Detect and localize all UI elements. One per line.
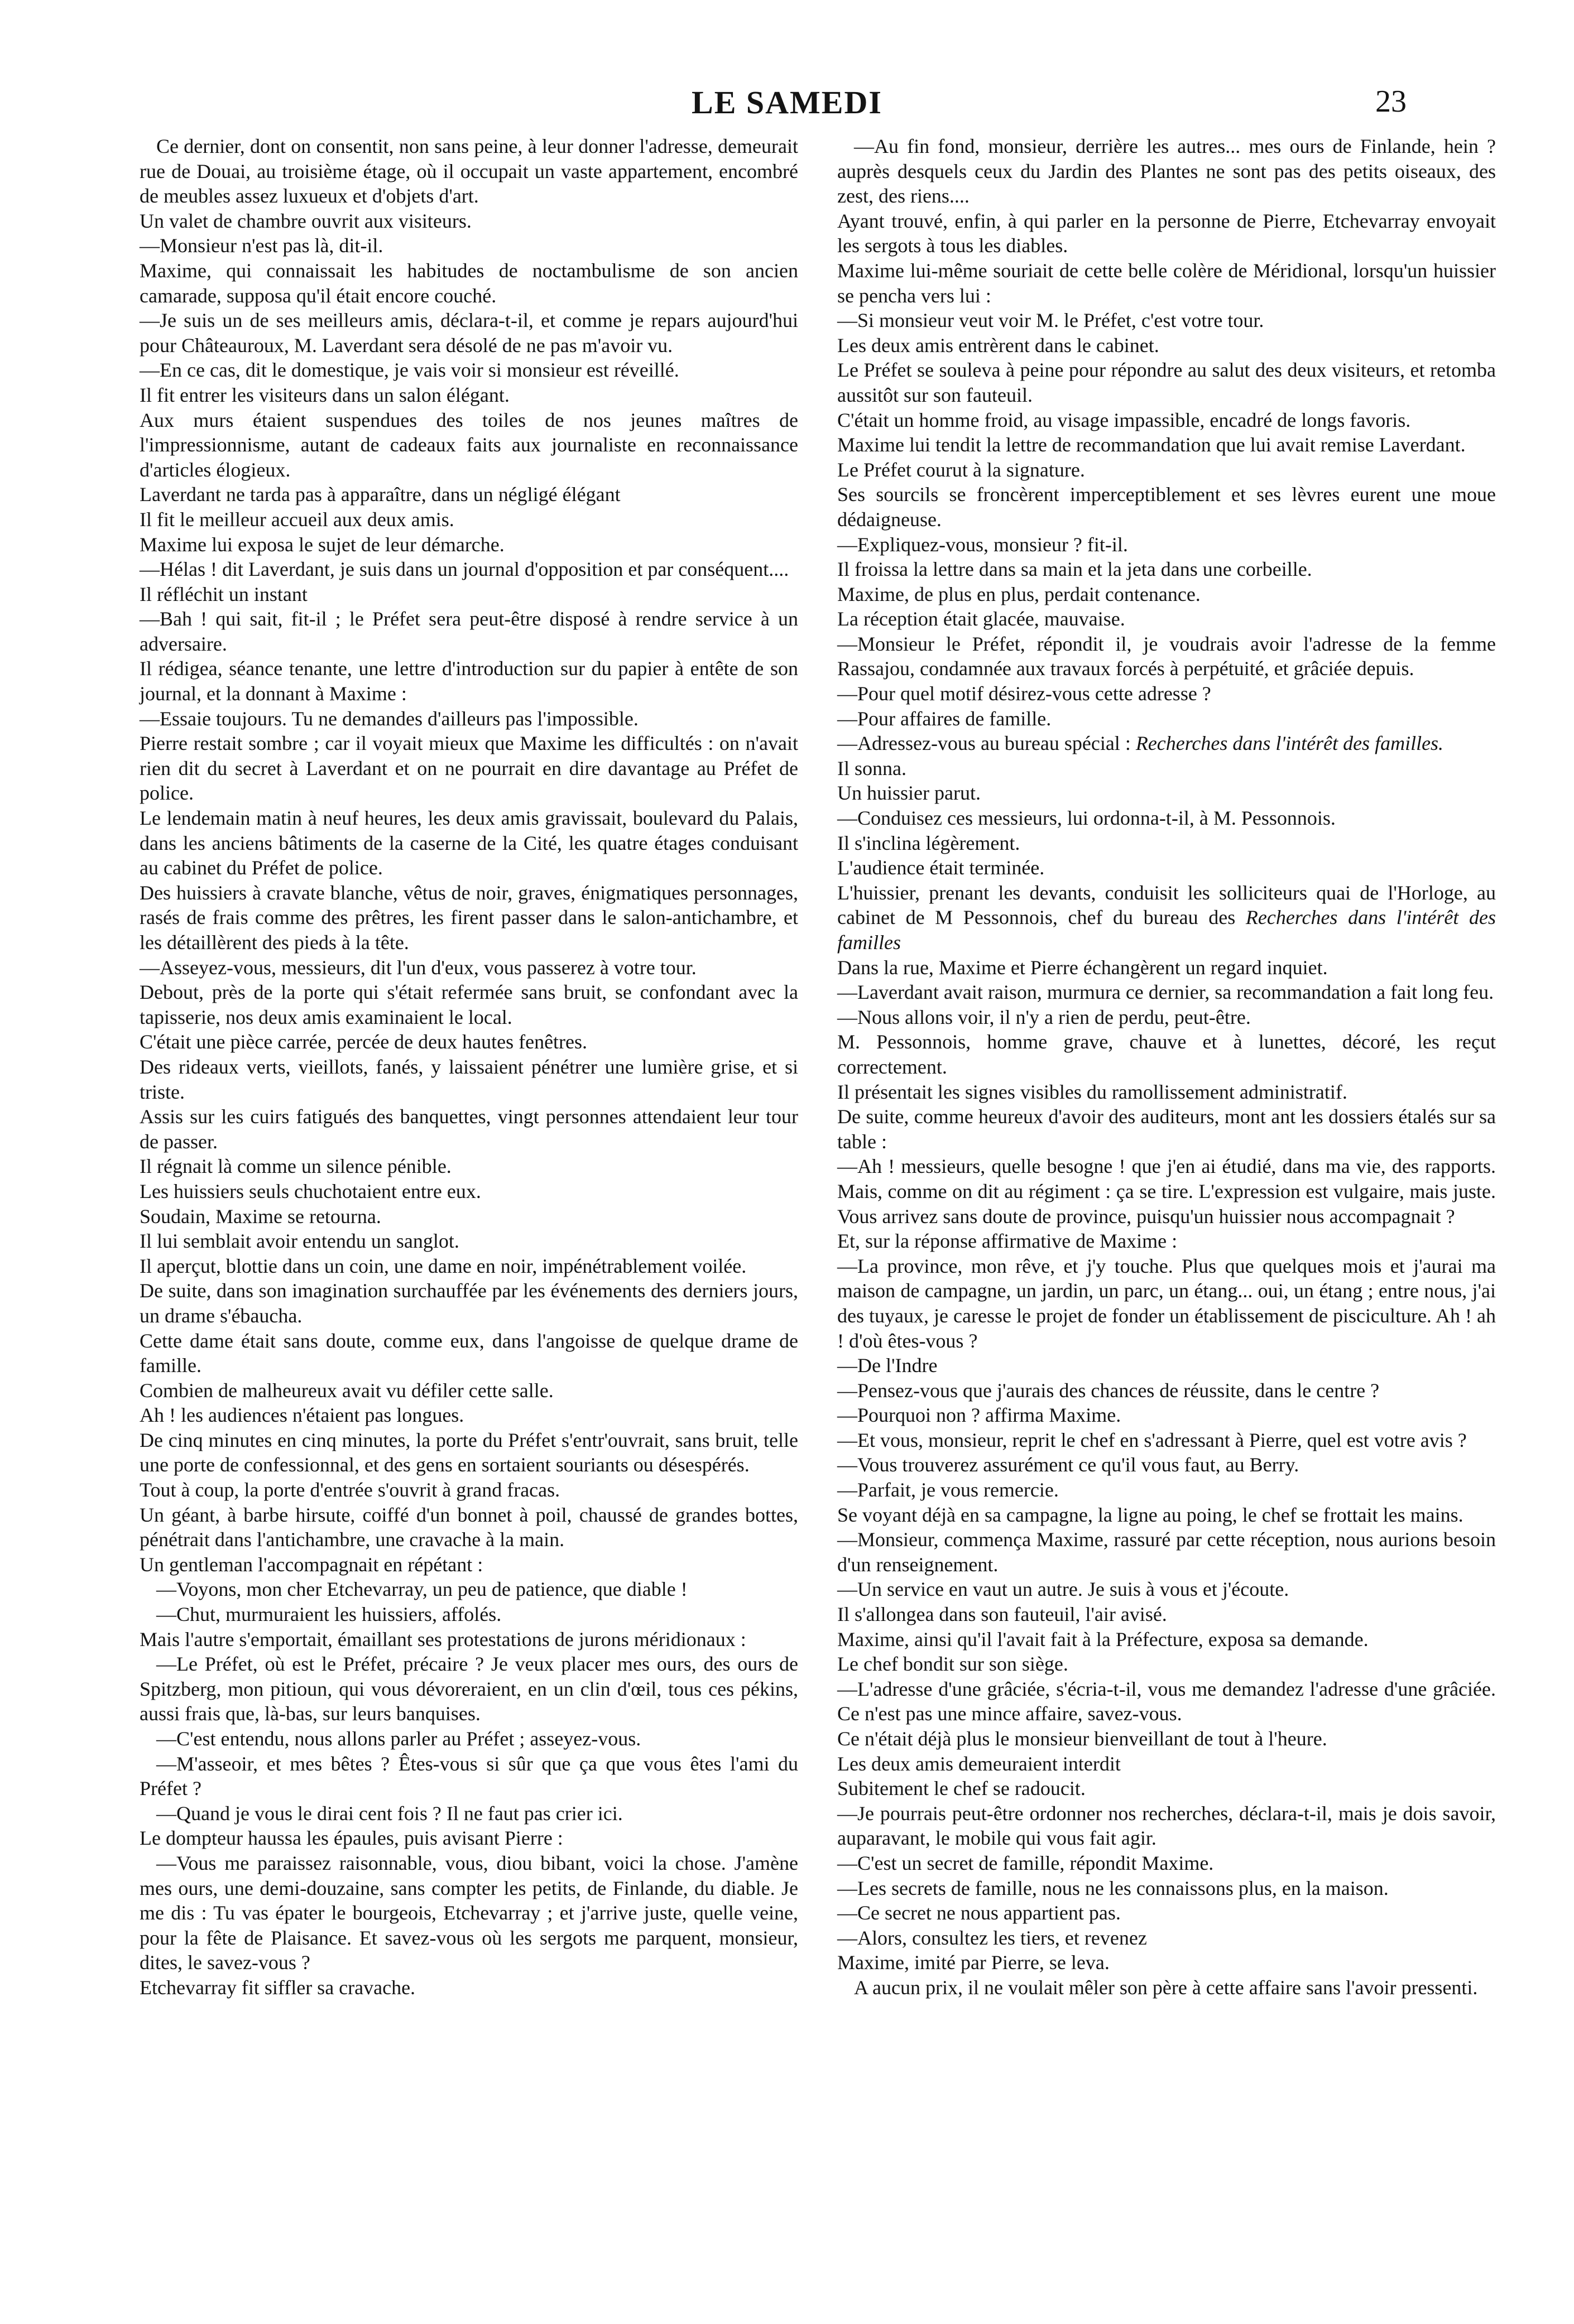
paragraph-text: C'était une pièce carrée, percée de deux hautes fenêtres. — [140, 1031, 588, 1053]
paragraph — [837, 1527, 1496, 1577]
paragraph — [837, 1801, 1496, 1851]
paragraph — [837, 806, 1496, 831]
paragraph — [140, 258, 798, 308]
paragraph — [837, 855, 1496, 880]
paragraph — [140, 408, 798, 483]
paragraph — [837, 1353, 1496, 1378]
paragraph-text: —Nous allons voir, il n'y a rien de perdu, peut-être. — [837, 1005, 1251, 1028]
paragraph — [140, 1975, 798, 2000]
paragraph — [837, 955, 1496, 980]
paragraph-text: Etchevarray fit siffler sa cravache. — [140, 1976, 416, 1999]
paragraph — [140, 1403, 798, 1428]
paragraph — [837, 1029, 1496, 1079]
paragraph — [837, 1752, 1496, 1777]
paragraph-text: Le chef bondit sur son siège. — [837, 1653, 1068, 1676]
paragraph — [140, 607, 798, 656]
paragraph — [140, 1726, 798, 1752]
paragraph-text: Maxime lui-même souriait de cette belle colère de Méridional, lorsqu'un huissier se pencha vers lui : — [837, 259, 1496, 307]
paragraph-text: Il s'inclina légèrement. — [837, 831, 1020, 854]
paragraph-text: Et, sur la réponse affirmative de Maxime : — [837, 1230, 1178, 1253]
paragraph-text: Le dompteur haussa les épaules, puis avisant Pierre : — [140, 1827, 563, 1850]
paragraph — [140, 955, 798, 980]
paragraph — [837, 1950, 1496, 1975]
paragraph-text: —La province, mon rêve, et j'y touche. Plus que quelques mois et j'aurai ma maison de campagne, un jardin, un parc, un étang... oui, un étang ; entre nous, j'ai des tuyaux, je caresse le projet de fonder un établissement de pisciculture. Ah ! ah ! d'où êtes-vous ? — [837, 1254, 1496, 1352]
paragraph — [140, 706, 798, 732]
paragraph — [837, 681, 1496, 706]
paragraph — [837, 706, 1496, 732]
paragraph — [140, 1552, 798, 1577]
paragraph — [837, 1378, 1496, 1403]
paragraph-text: —Bah ! qui sait, fit-il ; le Préfet sera peut-être disposé à rendre service à un adversaire. — [140, 608, 798, 655]
italic-text: Recherches dans l'intérêt des familles. — [1135, 732, 1444, 755]
paragraph — [140, 1104, 798, 1154]
paragraph-text: —Vous trouverez assurément ce qu'il vous faut, au Berry. — [837, 1454, 1299, 1476]
paragraph-text: —Et vous, monsieur, reprit le chef en s'adressant à Pierre, quel est votre avis ? — [837, 1428, 1467, 1451]
paragraph-text: Soudain, Maxime se retourna. — [140, 1205, 381, 1228]
paragraph — [837, 532, 1496, 557]
paragraph-text: C'était un homme froid, au visage impassible, encadré de longs favoris. — [837, 408, 1411, 431]
paragraph — [837, 880, 1496, 955]
paragraph-text: M. Pessonnois, homme grave, chauve et à lunettes, décoré, les reçut correctement. — [837, 1031, 1496, 1078]
paragraph — [837, 209, 1496, 258]
paragraph-text: —Je suis un de ses meilleurs amis, déclara-t-il, et comme je repars aujourd'hui pour Châteauroux, M. Laverdant sera désolé de ne pas m'avoir vu. — [140, 309, 798, 357]
paragraph-text: —Chut, murmuraient les huissiers, affolés. — [156, 1603, 502, 1626]
paragraph-text: —Alors, consultez les tiers, et revenez — [837, 1926, 1147, 1949]
paragraph-text: Les deux amis entrèrent dans le cabinet. — [837, 334, 1159, 357]
paragraph — [140, 1478, 798, 1503]
paragraph — [140, 980, 798, 1029]
paragraph — [837, 1104, 1496, 1154]
paragraph-text: —Le Préfet, où est le Préfet, précaire ? Je veux placer mes ours, des ours de Spitzberg, mon pitioun, qui vous dévoreraient, en un clin d'œil, tous ces pékins, aussi frais que, là-bas, sur leurs banquises. — [140, 1653, 798, 1725]
paragraph — [837, 1478, 1496, 1503]
paragraph-text: —L'adresse d'une grâciée, s'écria-t-il, vous me demandez l'adresse d'une grâciée. Ce n'est pas une mince affaire, savez-vous. — [837, 1677, 1496, 1725]
paragraph — [140, 482, 798, 507]
paragraph — [140, 1801, 798, 1826]
paragraph-text: —C'est entendu, nous allons parler au Préfet ; asseyez-vous. — [156, 1728, 641, 1750]
paragraph-text: Subitement le chef se radoucit. — [837, 1777, 1086, 1800]
paragraph-text: Cette dame était sans doute, comme eux, dans l'angoisse de quelque drame de famille. — [140, 1329, 798, 1377]
paragraph-text: —Au fin fond, monsieur, derrière les autres... mes ours de Finlande, hein ? auprès desquels ceux du Jardin des Plantes ne sont pas des petits oiseaux, des zest, des riens.... — [837, 135, 1496, 208]
paragraph — [140, 1204, 798, 1229]
paragraph-text: —Si monsieur veut voir M. le Préfet, c'est votre tour. — [837, 309, 1264, 332]
paragraph-text: Assis sur les cuirs fatigués des banquettes, vingt personnes attendaient leur tour de passer. — [140, 1105, 798, 1153]
paragraph-text: Il rédigea, séance tenante, une lettre d'introduction sur du papier à entête de son journal, et la donnant à Maxime : — [140, 657, 798, 705]
paragraph-text: Le Préfet se souleva à peine pour répondre au salut des deux visiteurs, et retomba aussitôt sur son fauteuil. — [837, 359, 1496, 406]
paragraph — [140, 1503, 798, 1552]
paragraph — [837, 1154, 1496, 1229]
paragraph-text: Il fit le meilleur accueil aux deux amis. — [140, 508, 454, 531]
paragraph — [837, 458, 1496, 483]
paragraph — [837, 607, 1496, 632]
paragraph-text: Il lui semblait avoir entendu un sanglot. — [140, 1230, 459, 1253]
paragraph-text: Il froissa la lettre dans sa main et la jeta dans une corbeille. — [837, 558, 1312, 581]
paragraph — [837, 408, 1496, 433]
paragraph — [837, 432, 1496, 458]
paragraph — [837, 1900, 1496, 1926]
paragraph — [837, 1926, 1496, 1951]
paragraph-text: —Ah ! messieurs, quelle besogne ! que j'en ai étudié, dans ma vie, des rapports. Mais, comme on dit au régiment : ça se tire. L'expression est vulgaire, mais juste. Vous arrivez sans doute de province, puisqu'un huissier nous accompagnait ? — [837, 1155, 1496, 1228]
paragraph — [837, 358, 1496, 407]
paragraph-text: Maxime lui tendit la lettre de recommandation que lui avait remise Laverdant. — [837, 434, 1466, 456]
paragraph — [837, 1080, 1496, 1105]
paragraph — [140, 308, 798, 358]
paragraph — [837, 482, 1496, 532]
paragraph-text: —De l'Indre — [837, 1354, 938, 1377]
paragraph — [837, 1503, 1496, 1528]
paragraph-text: —Hélas ! dit Laverdant, je suis dans un journal d'opposition et par conséquent.... — [140, 558, 789, 581]
paragraph — [140, 1627, 798, 1652]
paragraph — [140, 233, 798, 258]
paragraph — [140, 209, 798, 234]
paragraph — [837, 582, 1496, 607]
paragraph-text: —Adressez-vous au bureau spécial : — [837, 732, 1131, 755]
paragraph-text: Il aperçut, blottie dans un coin, une dame en noir, impénétrablement voilée. — [140, 1254, 747, 1277]
paragraph — [140, 1329, 798, 1378]
paragraph-text: —Monsieur, commença Maxime, rassuré par cette réception, nous aurions besoin d'un renseignement. — [837, 1528, 1496, 1576]
paragraph — [140, 1254, 798, 1279]
paragraph-text: —Un service en vaut un autre. Je suis à vous et j'écoute. — [837, 1578, 1289, 1601]
paragraph — [837, 1975, 1496, 2000]
paragraph — [140, 656, 798, 706]
paragraph — [140, 1378, 798, 1403]
paragraph-text: Ses sourcils se froncèrent imperceptiblement et ses lèvres eurent une moue dédaigneuse. — [837, 483, 1496, 531]
paragraph-text: Les huissiers seuls chuchotaient entre eux. — [140, 1180, 481, 1202]
page-title: LE SAMEDI — [692, 84, 882, 121]
paragraph-text: Il s'allongea dans son fauteuil, l'air avisé. — [837, 1603, 1167, 1626]
paragraph-text: —En ce cas, dit le domestique, je vais voir si monsieur est réveillé. — [140, 359, 679, 382]
paragraph-text: —Pour affaires de famille. — [837, 707, 1052, 730]
paragraph-text: —Asseyez-vous, messieurs, dit l'un d'eux, vous passerez à votre tour. — [140, 956, 697, 979]
paragraph — [837, 1851, 1496, 1876]
paragraph — [837, 1577, 1496, 1602]
paragraph — [837, 557, 1496, 582]
paragraph-text: —Pourquoi non ? affirma Maxime. — [837, 1404, 1121, 1427]
paragraph-text: Se voyant déjà en sa campagne, la ligne au poing, le chef se frottait les mains. — [837, 1503, 1463, 1526]
paragraph-text: Le lendemain matin à neuf heures, les deux amis gravissait, boulevard du Palais, dans les anciens bâtiments de la caserne de la Cité, les quatre étages conduisant au cabinet du Préfet de police. — [140, 807, 798, 879]
paragraph — [140, 507, 798, 532]
paragraph-text: Mais l'autre s'emportait, émaillant ses protestations de jurons méridionaux : — [140, 1628, 746, 1651]
paragraph-text: Laverdant ne tarda pas à apparaître, dans un négligé élégant — [140, 483, 621, 506]
paragraph-text: Pierre restait sombre ; car il voyait mieux que Maxime les difficultés : on n'avait rien dit du secret à Laverdant et on ne pourrait en dire davantage au Préfet de police. — [140, 732, 798, 805]
paragraph-text: Des huissiers à cravate blanche, vêtus de noir, graves, énigmatiques personnages, rasés de frais comme des prêtres, les firent passer dans le salon-antichambre, et les détaillèrent des pieds à la tête. — [140, 881, 798, 954]
paragraph — [140, 1851, 798, 1975]
paragraph — [837, 731, 1496, 756]
paragraph — [140, 1826, 798, 1851]
paragraph-text: L'huissier, prenant les devants, conduisit les solliciteurs quai de l'Horloge, au cabinet de M Pessonnois, chef du bureau des — [837, 881, 1496, 929]
paragraph — [140, 1154, 798, 1179]
paragraph-text: —Monsieur n'est pas là, dit-il. — [140, 234, 383, 257]
paragraph-text: Il fit entrer les visiteurs dans un salon élégant. — [140, 383, 510, 406]
paragraph — [837, 1229, 1496, 1254]
paragraph — [140, 582, 798, 607]
paragraph-text: —Vous me paraissez raisonnable, vous, diou bibant, voici la chose. J'amène mes ours, une demi-douzaine, sans compter les petits, de Finlande, du diable. Je me dis : Tu vas épater le bourgeois, Etchevarray ; et j'arrive juste, quelle veine, pour la fête de Plaisance. Et savez-vous où les sergots me parquent, monsieur, dites, le savez-vous ? — [140, 1851, 798, 1974]
paragraph — [140, 806, 798, 880]
right-column — [837, 134, 1496, 2000]
paragraph — [140, 383, 798, 408]
paragraph-text: —Ce secret ne nous appartient pas. — [837, 1902, 1121, 1924]
paragraph — [140, 134, 798, 209]
paragraph — [140, 1029, 798, 1055]
page-number: 23 — [1375, 84, 1407, 119]
paragraph — [140, 1229, 798, 1254]
paragraph-text: Maxime, imité par Pierre, se leva. — [837, 1951, 1110, 1974]
paragraph — [140, 1652, 798, 1726]
paragraph-text: Un géant, à barbe hirsute, coiffé d'un bonnet à poil, chaussé de grandes bottes, pénétrait dans l'antichambre, une cravache à la main. — [140, 1503, 798, 1551]
paragraph — [837, 781, 1496, 806]
paragraph-text: Un huissier parut. — [837, 782, 981, 805]
paragraph — [837, 258, 1496, 308]
italic-text: Recherches dans l'intérêt des familles — [837, 906, 1496, 954]
paragraph — [837, 1602, 1496, 1627]
paragraph-text: Ce n'était déjà plus le monsieur bienveillant de tout à l'heure. — [837, 1728, 1327, 1750]
left-column — [140, 134, 798, 2000]
paragraph — [837, 1627, 1496, 1652]
paragraph-text: Maxime, de plus en plus, perdait contenance. — [837, 583, 1201, 605]
paragraph-text: Dans la rue, Maxime et Pierre échangèrent un regard inquiet. — [837, 956, 1328, 979]
paragraph-text: —Monsieur le Préfet, répondit il, je voudrais avoir l'adresse de la femme Rassajou, condamnée aux travaux forcés à perpétuité, et grâciée depuis. — [837, 632, 1496, 680]
paragraph — [837, 333, 1496, 358]
paragraph — [140, 1179, 798, 1204]
paragraph — [140, 731, 798, 806]
paragraph-text: Un valet de chambre ouvrit aux visiteurs. — [140, 209, 472, 232]
paragraph-text: Tout à coup, la porte d'entrée s'ouvrit à grand fracas. — [140, 1479, 560, 1502]
paragraph-text: Maxime, ainsi qu'il l'avait fait à la Préfecture, exposa sa demande. — [837, 1628, 1369, 1651]
paragraph-text: Combien de malheureux avait vu défiler cette salle. — [140, 1379, 554, 1402]
paragraph — [140, 557, 798, 582]
paragraph-text: Ce dernier, dont on consentit, non sans peine, à leur donner l'adresse, demeurait rue de Douai, au troisième étage, où il occupait un vaste appartement, encombré de meubles assez luxueux et d'objets d'art. — [140, 135, 798, 208]
paragraph-text: —Les secrets de famille, nous ne les connaissons plus, en la maison. — [837, 1876, 1389, 1899]
paragraph-text: L'audience était terminée. — [837, 857, 1045, 879]
paragraph-text: Ayant trouvé, enfin, à qui parler en la personne de Pierre, Etchevarray envoyait les sergots à tous les diables. — [837, 209, 1496, 257]
paragraph-text: De suite, comme heureux d'avoir des auditeurs, mont ant les dossiers étalés sur sa table : — [837, 1105, 1496, 1153]
paragraph — [837, 1403, 1496, 1428]
paragraph-text: —Expliquez-vous, monsieur ? fit-il. — [837, 533, 1128, 556]
paragraph — [837, 756, 1496, 781]
paragraph-text: Debout, près de la porte qui s'était refermée sans bruit, se confondant avec la tapisserie, nos deux amis examinaient le local. — [140, 981, 798, 1028]
paragraph-text: Des rideaux verts, vieillots, fanés, y laissaient pénétrer une lumière grise, et si triste. — [140, 1055, 798, 1103]
paragraph — [837, 134, 1496, 209]
paragraph — [837, 1677, 1496, 1726]
paragraph-text: Aux murs étaient suspendues des toiles de nos jeunes maîtres de l'impressionnisme, autant de cadeaux faits aux journaliste en reconnaissance d'articles élogieux. — [140, 408, 798, 481]
paragraph-text: Il présentait les signes visibles du ramollissement administratif. — [837, 1080, 1347, 1103]
paragraph — [837, 980, 1496, 1005]
paragraph-text: —Parfait, je vous remercie. — [837, 1479, 1059, 1502]
paragraph — [140, 532, 798, 557]
paragraph — [140, 880, 798, 955]
paragraph — [837, 1452, 1496, 1478]
paragraph-text: —Voyons, mon cher Etchevarray, un peu de patience, que diable ! — [156, 1578, 688, 1601]
paragraph-text: —Laverdant avait raison, murmura ce dernier, sa recommandation a fait long feu. — [837, 981, 1494, 1004]
paragraph-text: Maxime, qui connaissait les habitudes de noctambulisme de son ancien camarade, supposa qu'il était encore couché. — [140, 259, 798, 307]
paragraph-text: Ah ! les audiences n'étaient pas longues. — [140, 1404, 464, 1427]
paragraph — [837, 1254, 1496, 1353]
paragraph — [837, 632, 1496, 681]
paragraph-text: La réception était glacée, mauvaise. — [837, 608, 1125, 631]
paragraph-text: —C'est un secret de famille, répondit Maxime. — [837, 1851, 1214, 1874]
paragraph — [140, 358, 798, 383]
paragraph-text: Il réfléchit un instant — [140, 583, 308, 605]
paragraph-text: —Essaie toujours. Tu ne demandes d'ailleurs pas l'impossible. — [140, 707, 639, 730]
paragraph — [140, 1055, 798, 1104]
paragraph-text: —Conduisez ces messieurs, lui ordonna-t-il, à M. Pessonnois. — [837, 807, 1336, 830]
paragraph — [140, 1752, 798, 1801]
paragraph — [837, 1005, 1496, 1030]
paragraph-text: De cinq minutes en cinq minutes, la porte du Préfet s'entr'ouvrait, sans bruit, telle une porte de confessionnal, et des gens en sortaient souriants ou désespérés. — [140, 1428, 798, 1476]
paragraph — [140, 1278, 798, 1328]
paragraph — [837, 1776, 1496, 1801]
paragraph-text: Maxime lui exposa le sujet de leur démarche. — [140, 533, 505, 556]
paragraph-text: Un gentleman l'accompagnait en répétant : — [140, 1553, 483, 1576]
paragraph-text: Il régnait là comme un silence pénible. — [140, 1155, 452, 1178]
paragraph-text: Les deux amis demeuraient interdit — [837, 1752, 1121, 1775]
paragraph-text: —M'asseoir, et mes bêtes ? Êtes-vous si sûr que ça que vous êtes l'ami du Préfet ? — [140, 1752, 798, 1800]
paragraph-text: —Quand je vous le dirai cent fois ? Il ne faut pas crier ici. — [156, 1802, 623, 1825]
paragraph-text: Il sonna. — [837, 757, 906, 780]
paragraph — [837, 308, 1496, 333]
paragraph-text: —Je pourrais peut-être ordonner nos recherches, déclara-t-il, mais je dois savoir, auparavant, le mobile qui vous fait agir. — [837, 1802, 1496, 1850]
paragraph — [837, 1428, 1496, 1453]
paragraph-text: —Pensez-vous que j'aurais des chances de réussite, dans le centre ? — [837, 1379, 1380, 1402]
paragraph-text: —Pour quel motif désirez-vous cette adresse ? — [837, 682, 1211, 705]
paragraph-text: A aucun prix, il ne voulait mêler son père à cette affaire sans l'avoir pressenti. — [854, 1976, 1478, 1999]
paragraph — [837, 1652, 1496, 1677]
paragraph-text: Le Préfet courut à la signature. — [837, 458, 1085, 481]
paragraph — [837, 831, 1496, 856]
paragraph — [140, 1577, 798, 1602]
paragraph — [140, 1428, 798, 1478]
paragraph — [140, 1602, 798, 1627]
paragraph — [837, 1726, 1496, 1752]
paragraph-text: De suite, dans son imagination surchauffée par les événements des derniers jours, un drame s'ébaucha. — [140, 1279, 798, 1327]
paragraph — [837, 1876, 1496, 1901]
